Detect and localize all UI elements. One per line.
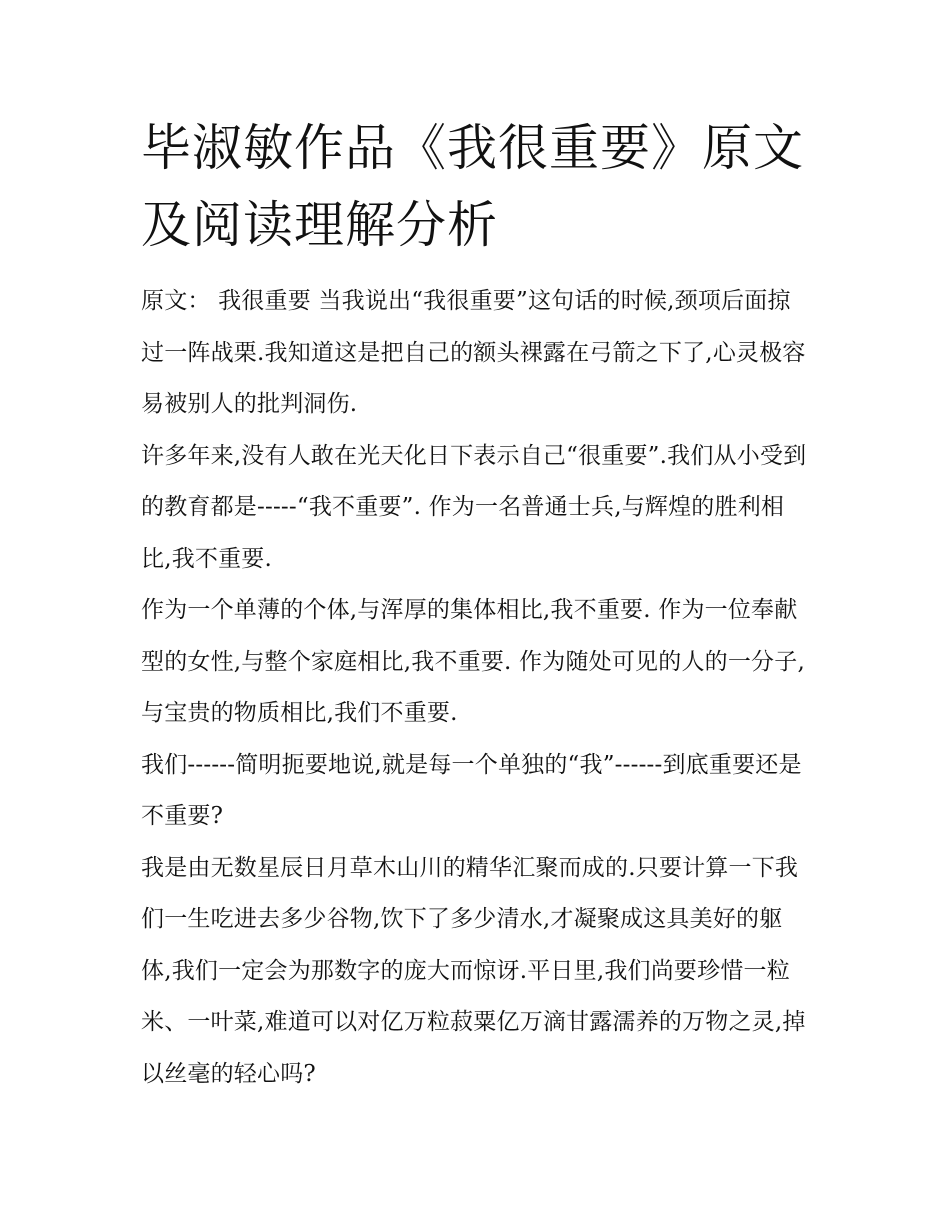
paragraph-individual: 作为一个单薄的个体,与浑厚的集体相比,我不重要. 作为一位奉献型的女性,与整个家庭相比,我不重要. 作为随处可见的人的一分子,与宝贵的物质相比,我们不重要. (141, 597, 805, 726)
paragraph-essence: 我是由无数星辰日月草木山川的精华汇聚而成的.只要计算一下我们一生吃进去多少谷物,饮下了多少清水,才凝聚成这具美好的躯体,我们一定会为那数字的庞大而惊讶.平日里,我们尚要珍惜一粒米、一叶菜,难道可以对亿万粒菽粟亿万滴甘露濡养的万物之灵,掉以丝毫的轻心吗? (141, 854, 806, 1087)
document-title: 毕淑敏作品《我很重要》原文及阅读理解分析 (141, 119, 804, 254)
paragraph-question: 我们------简明扼要地说,就是每一个单独的“我”------到底重要还是不重要? (141, 751, 802, 829)
paragraph-education: 许多年来,没有人敢在光天化日下表示自己“很重要”.我们从小受到的教育都是-----“我不重要”. 作为一名普通士兵,与辉煌的胜利相比,我不重要. (141, 442, 807, 572)
document-body (141, 276, 811, 1100)
paragraph-original-text: 原文： 我很重要 当我说出“我很重要”这句话的时候,颈项后面掠过一阵战栗.我知道这是把自己的额头裸露在弓箭之下了,心灵极容易被别人的批判洞伤. (141, 288, 806, 417)
